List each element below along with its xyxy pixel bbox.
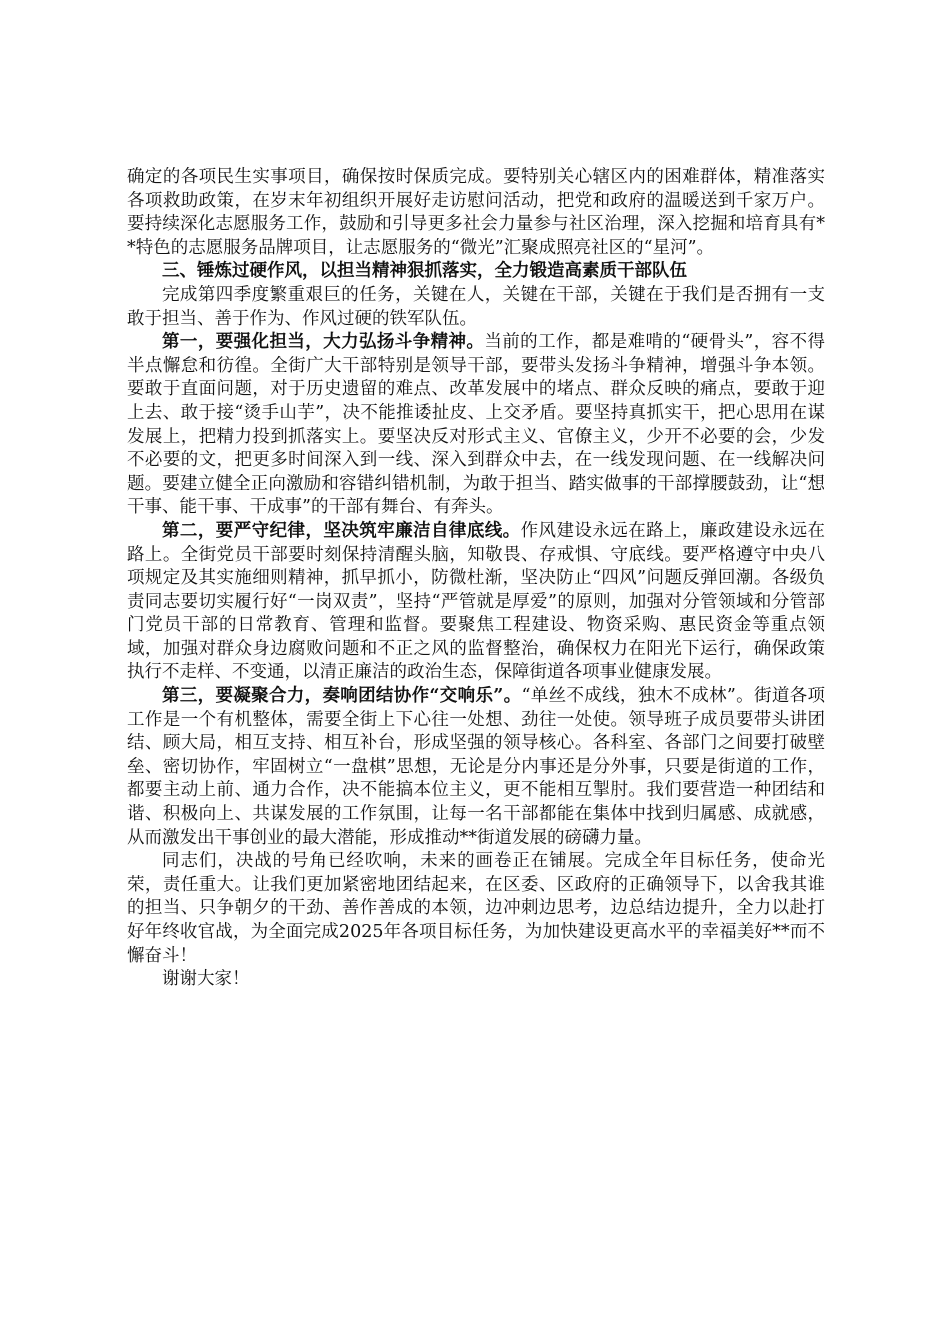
point-one-paragraph — [127, 331, 825, 520]
section-heading: 三、锤炼过硬作风，以担当精神狠抓落实，全力锻造高素质干部队伍 — [162, 261, 687, 282]
thanks-line: 谢谢大家！ — [162, 969, 250, 990]
point-three-body: “单丝不成线，独木不成林”。街道各项工作是一个有机整体，需要全街上下心往一处想、劲往一处使。领导班子成员要带头讲团结、顾大局，相互支持、相互补台，形成坚强的领导核心。各科室、各部门之间要打破壁垒、密切协作，牢固树立“一盘棋”思想，无论是分内事还是分外事，只要是街道的工作，都要主动上前、通力合作，决不能搞本位主义，更不能相互掣肘。我们要营造一种团结和谐、积极向上、共谋发展的工作氛围，让每一名干部都能在集体中找到归属感、成就感，从而激发出干事创业的最大潜能，形成推动**街道发展的磅礴力量。 — [127, 686, 825, 848]
closing-paragraph: 同志们，决战的号角已经吹响，未来的画卷正在铺展。完成全年目标任务，使命光荣，责任重大。让我们更加紧密地团结起来，在区委、区政府的正确领导下，以舍我其谁的担当、只争朝夕的干劲、善作善成的本领，边冲刺边思考，边总结边提升，全力以赴打好年终收官战，为全面完成2025年各项目标任务，为加快建设更高水平的幸福美好**而不懈奋斗！ — [127, 851, 825, 966]
point-three-paragraph — [127, 685, 825, 850]
document-page — [127, 166, 825, 992]
intro-paragraph: 完成第四季度繁重艰巨的任务，关键在人，关键在干部，关键在于我们是否拥有一支敢于担当、善于作为、作风过硬的铁军队伍。 — [127, 284, 825, 329]
point-two-lead: 第二，要严守纪律，坚决筑牢廉洁自律底线。 — [162, 520, 521, 541]
point-one-body: 当前的工作，都是难啃的“硬骨头”，容不得半点懈怠和彷徨。全街广大干部特别是领导干部，要带头发扬斗争精神，增强斗争本领。要敢于直面问题，对于历史遗留的难点、改革发展中的堵点、群众反映的痛点，要敢于迎上去、敢于接“烫手山芋”，决不能推诿扯皮、上交矛盾。要坚持真抓实干，把心思用在谋发展上，把精力投到抓落实上。要坚决反对形式主义、官僚主义，少开不必要的会，少发不必要的文，把更多时间深入到一线、深入到群众中去，在一线发现问题、在一线解决问题。要建立健全正向激励和容错纠错机制，为敢于担当、踏实做事的干部撑腰鼓劲，让“想干事、能干事、干成事”的干部有舞台、有奔头。 — [127, 332, 825, 518]
point-three-lead: 第三，要凝聚合力，奏响团结协作“交响乐”。 — [162, 686, 522, 707]
continuation-paragraph: 确定的各项民生实事项目，确保按时保质完成。要特别关心辖区内的困难群体，精准落实各项救助政策，在岁末年初组织开展好走访慰问活动，把党和政府的温暖送到千家万户。要持续深化志愿服务工作，鼓励和引导更多社会力量参与社区治理，深入挖掘和培育具有**特色的志愿服务品牌项目，让志愿服务的“微光”汇聚成照亮社区的“星河”。 — [127, 167, 825, 258]
point-one-lead: 第一，要强化担当，大力弘扬斗争精神。 — [162, 332, 485, 353]
point-two-paragraph — [127, 520, 825, 685]
point-two-body: 作风建设永远在路上，廉政建设永远在路上。全街党员干部要时刻保持清醒头脑，知敬畏、存戒惧、守底线。要严格遵守中央八项规定及其实施细则精神，抓早抓小，防微杜渐，坚决防止“四风”问题反弹回潮。各级负责同志要切实履行好“一岗双责”，坚持“严管就是厚爱”的原则，加强对分管领域和分管部门党员干部的日常教育、管理和监督。要聚焦工程建设、物资采购、惠民资金等重点领域，加强对群众身边腐败问题和不正之风的监督整治，确保权力在阳光下运行，确保政策执行不走样、不变通，以清正廉洁的政治生态，保障街道各项事业健康发展。 — [127, 520, 825, 683]
